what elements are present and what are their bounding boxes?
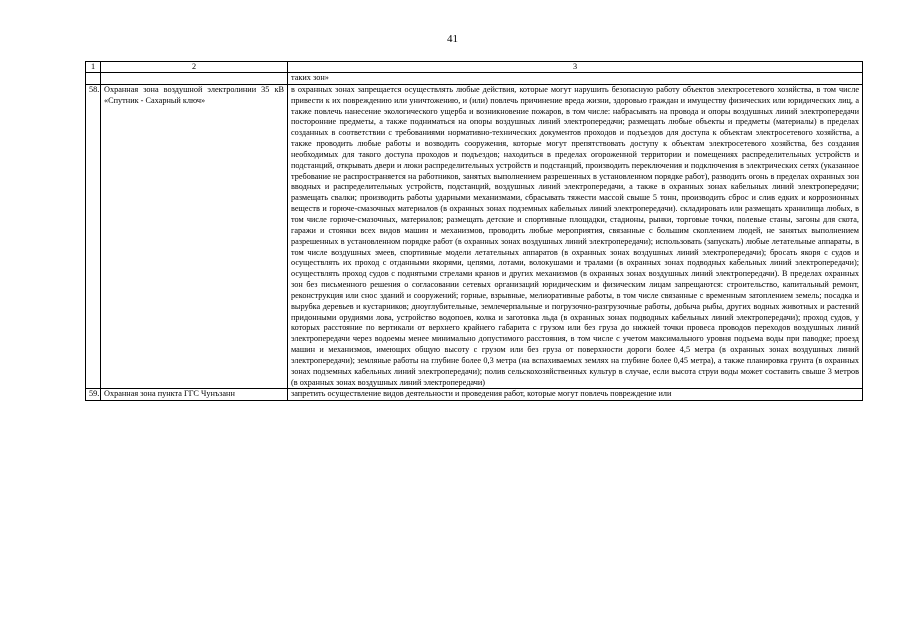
- row-number: 59.: [86, 389, 101, 401]
- zone-restrictions: запретить осуществление видов деятельности и проведения работ, которые могут повлечь повреждение или: [288, 389, 863, 401]
- row-number: 58.: [86, 84, 101, 389]
- table-header-row: [86, 62, 863, 73]
- zone-name: Охранная зона пункта ГГС Чунъзанн: [101, 389, 288, 401]
- header-col-2: 2: [101, 62, 288, 73]
- table-row-continuation: [86, 73, 863, 85]
- cell-empty: [101, 73, 288, 85]
- page-number: 41: [447, 33, 458, 45]
- header-col-3: 3: [288, 62, 863, 73]
- table-row: [86, 389, 863, 401]
- cell-empty: [86, 73, 101, 85]
- zones-table: [85, 61, 863, 401]
- header-col-1: 1: [86, 62, 101, 73]
- zone-restrictions: в охранных зонах запрещается осуществлять любые действия, которые могут нарушить безопасную работу объектов электросетевого хозяйства, в том числе привести к их повреждению или уничтожению, и (или) повлечь причинение вреда жизни, здоровью граждан и имуществу физических или юридических лиц, а также повлечь нанесение экологического ущерба и возникновение пожаров, в том числе: набрасывать на провода и опоры воздушных линий электропередачи посторонние предметы, а также подниматься на опоры воздушных линий электропередачи; размещать любые объекты и предметы (материалы) в пределах созданных в соответствии с требованиями нормативно-технических документов проходов и подъездов для доступа к объектам электросетевого хозяйства, а также проводить любые работы и возводить сооружения, которые могут препятствовать доступу к объектам электросетевого хозяйства, без создания необходимых для такого доступа проходов и подъездов; находиться в пределах огороженной территории и помещениях распределительных устройств и подстанций, открывать двери и люки распределительных устройств и подстанций, производить переключения и подключения в электрических сетях (указанное требование не распространяется на работников, занятых выполнением разрешенных в установленном порядке работ), разводить огонь в пределах охранных зон вводных и распределительных устройств, подстанций, воздушных линий электропередачи, а также в охранных зонах кабельных линий электропередачи; размещать свалки; производить работы ударными механизмами, сбрасывать тяжести массой свыше 5 тонн, производить сброс и слив едких и коррозионных веществ и горюче-смазочных материалов (в охранных зонах подземных кабельных линий электропередачи). складировать или размещать хранилища любых, в том числе горюче-смазочных, материалов; размещать детские и спортивные площадки, стадионы, рынки, торговые точки, полевые станы, загоны для скота, гаражи и стоянки всех видов машин и механизмов, проводить любые мероприятия, связанные с большим скоплением людей, не занятых выполнением разрешенных в установленном порядке работ (в охранных зонах воздушных линий электропередачи); использовать (запускать) любые летательные аппараты, в том числе воздушных змеев, спортивные модели летательных аппаратов (в охранных зонах воздушных линий электропередачи); бросать якоря с судов и осуществлять их проход с отданными якорями, цепями, лотами, волокушами и тралами (в охранных зонах подводных кабельных линий электропередачи); осуществлять проход судов с поднятыми стрелами кранов и других механизмов (в охранных зонах воздушных линий электропередачи). В пределах охранных зон без письменного решения о согласовании сетевых организаций юридическим и физическим лицам запрещаются: строительство, капитальный ремонт, реконструкция или снос зданий и сооружений; горные, взрывные, мелиоративные работы, в том числе связанные с временным затоплением земель; посадка и вырубка деревьев и кустарников; дноуглубительные, землечерпальные и погрузочно-разгрузочные работы, добыча рыбы, других водных животных и растений придонными орудиями лова, устройство водопоев, колка и заготовка льда (в охранных зонах подводных кабельных линий электропередачи); проход судов, у которых расстояние по вертикали от верхнего крайнего габарита с грузом или без груза до нижней точки провеса проводов переходов воздушных линий электропередачи через водоемы менее минимально допустимого расстояния, в том числе с учетом максимального уровня подъема воды при паводке; проезд машин и механизмов, имеющих общую высоту с грузом или без груза от поверхности дороги более 4,5 метра (в охранных зонах воздушных линий электропередачи); земляные работы на глубине более 0,3 метра (на вспахиваемых землях на глубине более 0,45 метра), а также планировка грунта (в охранных зонах подземных кабельных линий электропередачи); полив сельскохозяйственных культур в случае, если высота струи воды может составить свыше 3 метров (в охранных зонах воздушных линий электропередачи): [288, 84, 863, 389]
- zone-name: Охранная зона воздушной электролинии 35 кВ «Спутник - Сахарный ключ»: [101, 84, 288, 389]
- table-row: [86, 84, 863, 389]
- continuation-text: таких зон»: [288, 73, 863, 85]
